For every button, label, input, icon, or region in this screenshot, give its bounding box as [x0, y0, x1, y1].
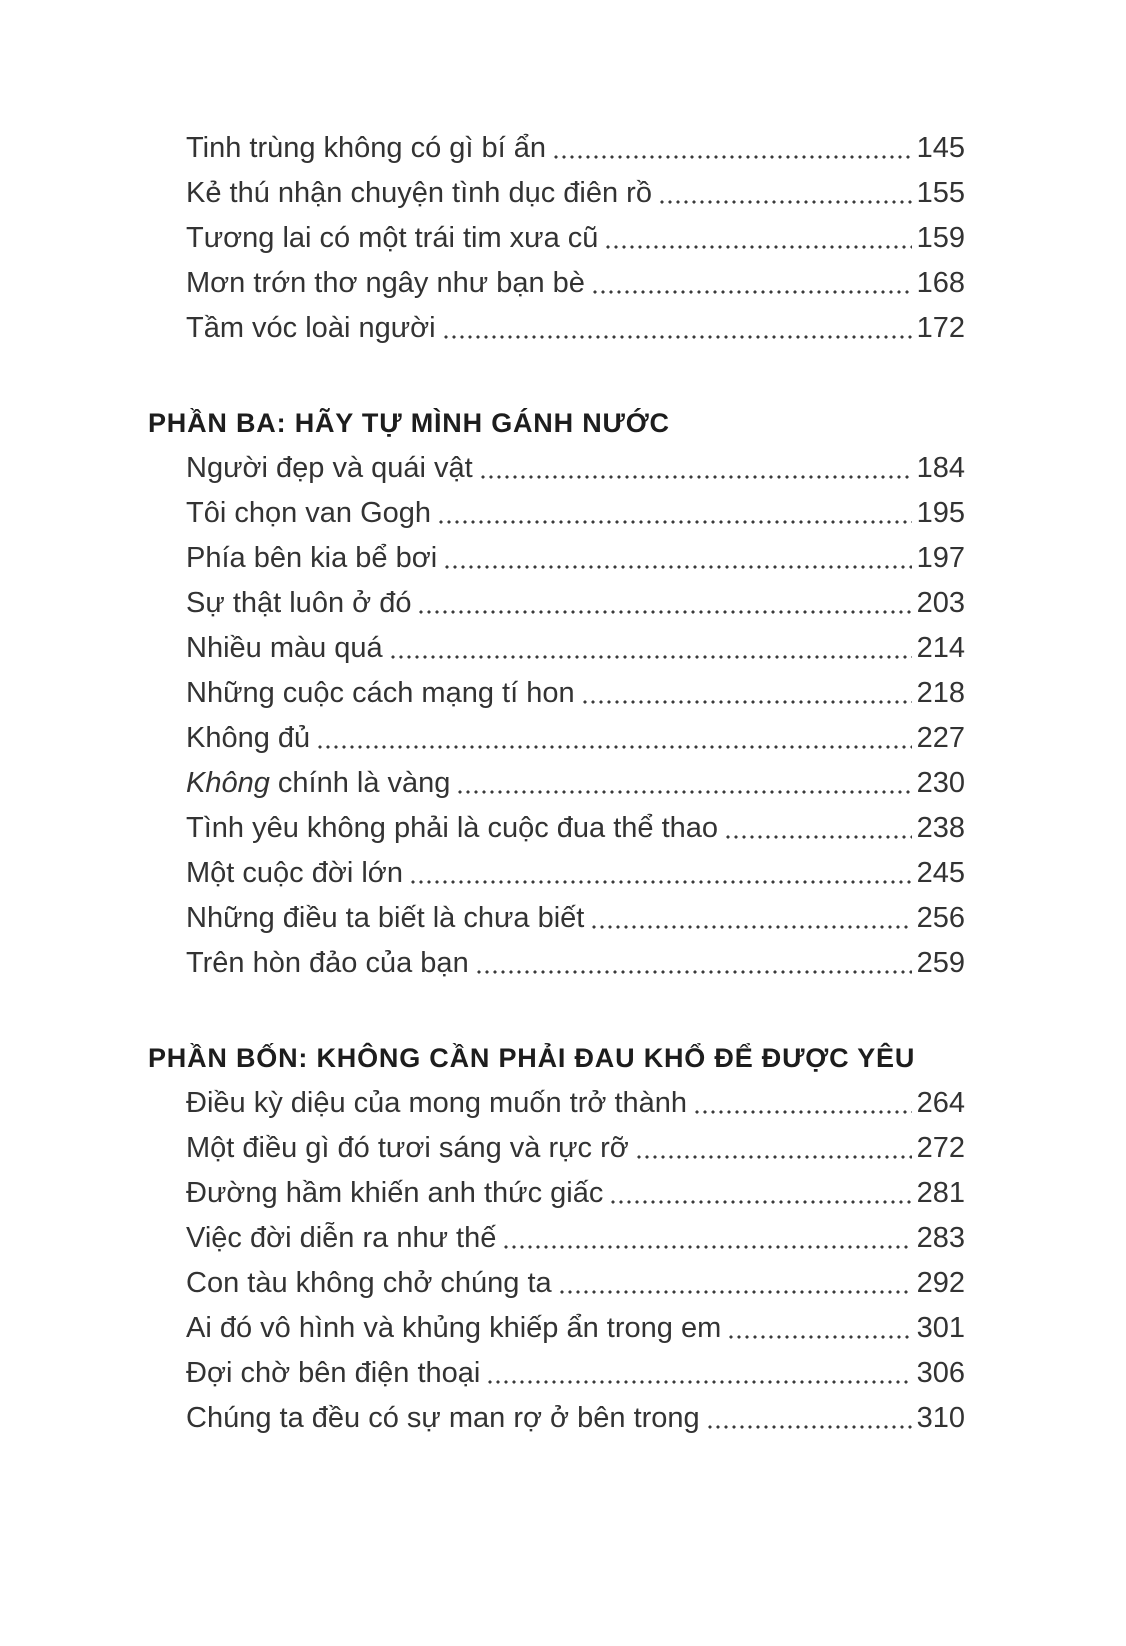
- toc-entry-title: [186, 306, 436, 351]
- toc-entry-title: [186, 806, 718, 851]
- toc-entry: [186, 671, 965, 716]
- dot-leader: [481, 475, 912, 479]
- toc-entry: [186, 761, 965, 806]
- toc-entry: [186, 626, 965, 671]
- toc-entry-page-number: 168: [916, 267, 965, 299]
- dot-leader: [637, 1155, 912, 1159]
- toc-entry-title-text: Chúng ta đều có sự man rợ ở bên trong: [186, 1402, 700, 1434]
- section-entries: [148, 1081, 965, 1441]
- section-header: PHẦN BA: HÃY TỰ MÌNH GÁNH NƯỚC: [148, 407, 670, 438]
- dot-leader: [708, 1425, 912, 1429]
- toc-entry-title: [186, 1261, 552, 1306]
- toc-entry-title: [186, 1171, 603, 1216]
- toc-entry-title-text: Đợi chờ bên điện thoại: [186, 1357, 481, 1389]
- toc-entry-page-number: 184: [916, 452, 965, 484]
- dot-leader: [439, 520, 912, 524]
- toc-entry-page-number: 218: [916, 677, 965, 709]
- toc-entry-title: [186, 536, 437, 581]
- toc-entry-title-text: Mơn trớn thơ ngây như bạn bè: [186, 267, 585, 299]
- toc-entry-page-number: 292: [916, 1267, 965, 1299]
- toc-entry-page-number: 238: [916, 812, 965, 844]
- toc-entry-title: [186, 851, 403, 896]
- toc-entry: [186, 581, 965, 626]
- toc-entry-title-text: Sự thật luôn ở đó: [186, 587, 412, 619]
- toc-entry-page-number: 214: [916, 632, 965, 664]
- dot-leader: [729, 1335, 911, 1339]
- table-of-contents: [148, 126, 965, 1441]
- toc-entry-title: [186, 941, 469, 986]
- dot-leader: [445, 565, 911, 569]
- section-entries: [148, 126, 965, 351]
- toc-entry-page-number: 272: [916, 1132, 965, 1164]
- toc-entry-title-text: Nhiều màu quá: [186, 632, 383, 664]
- toc-entry-title-text: Phía bên kia bể bơi: [186, 542, 438, 574]
- toc-entry-title-text: Những cuộc cách mạng tí hon: [186, 677, 575, 709]
- toc-entry: [186, 1306, 965, 1351]
- toc-entry: [186, 1216, 965, 1261]
- toc-entry-page-number: 310: [916, 1402, 965, 1434]
- toc-entry-title: [186, 1081, 687, 1126]
- toc-entry: [186, 171, 965, 216]
- toc-entry-title-text: Ai đó vô hình và khủng khiếp ẩn trong em: [186, 1312, 722, 1344]
- toc-entry: [186, 261, 965, 306]
- toc-entry-title-text: Tầm vóc loài người: [186, 312, 436, 344]
- toc-entry-title: [186, 581, 411, 626]
- toc-entry-title-text: Kẻ thú nhận chuyện tình dục điên rồ: [186, 177, 652, 209]
- toc-entry: [186, 941, 965, 986]
- toc-entry-page-number: 227: [916, 722, 965, 754]
- toc-entry: [186, 306, 965, 351]
- toc-entry: [186, 851, 965, 896]
- toc-entry-page-number: 259: [916, 947, 965, 979]
- toc-entry-title: [186, 1126, 629, 1171]
- toc-entry: [186, 1396, 965, 1441]
- section-entries: [148, 446, 965, 986]
- toc-entry-title-text: chính là vàng: [269, 767, 451, 799]
- toc-entry-title-text: Trên hòn đảo của bạn: [186, 947, 469, 979]
- toc-entry-title: [186, 1216, 496, 1261]
- toc-entry-title: [186, 1351, 480, 1396]
- toc-entry-page-number: 155: [916, 177, 965, 209]
- toc-entry-title-text: Tương lai có một trái tim xưa cũ: [186, 222, 599, 254]
- dot-leader: [606, 245, 911, 249]
- dot-leader: [611, 1200, 911, 1204]
- toc-entry: [186, 216, 965, 261]
- section-header: PHẦN BỐN: KHÔNG CẦN PHẢI ĐAU KHỔ ĐỂ ĐƯỢC YÊU: [148, 1042, 916, 1073]
- toc-entry-page-number: 197: [916, 542, 965, 574]
- dot-leader: [411, 880, 912, 884]
- toc-entry-title: [186, 1396, 700, 1441]
- toc-entry-title: [186, 446, 473, 491]
- dot-leader: [560, 1290, 912, 1294]
- dot-leader: [554, 155, 912, 159]
- toc-entry-title-text: Không đủ: [186, 722, 311, 754]
- toc-entry-title-text: Con tàu không chở chúng ta: [186, 1267, 552, 1299]
- dot-leader: [695, 1110, 912, 1114]
- toc-entry-page-number: 283: [916, 1222, 965, 1254]
- toc-entry-page-number: 159: [916, 222, 965, 254]
- toc-entry: [186, 806, 965, 851]
- toc-entry: [186, 716, 965, 761]
- toc-entry-title-text: Một cuộc đời lớn: [186, 857, 403, 889]
- toc-entry-page-number: 195: [916, 497, 965, 529]
- dot-leader: [458, 790, 911, 794]
- dot-leader: [477, 970, 912, 974]
- dot-leader: [593, 290, 912, 294]
- toc-entry: [186, 491, 965, 536]
- toc-entry: [186, 1351, 965, 1396]
- toc-entry-page-number: 245: [916, 857, 965, 889]
- toc-entry-title: [186, 1306, 721, 1351]
- toc-section: [148, 400, 965, 986]
- toc-entry: [186, 446, 965, 491]
- toc-entry: [186, 126, 965, 171]
- dot-leader: [488, 1380, 911, 1384]
- toc-section: [148, 1035, 965, 1441]
- toc-entry-title: [186, 626, 383, 671]
- toc-entry-page-number: 230: [916, 767, 965, 799]
- toc-entry-page-number: 306: [916, 1357, 965, 1389]
- toc-entry: [186, 1081, 965, 1126]
- toc-entry: [186, 1126, 965, 1171]
- toc-entry-title: [186, 216, 598, 261]
- toc-entry-title-text: Tôi chọn van Gogh: [186, 497, 432, 529]
- toc-entry-title-text: Điều kỳ diệu của mong muốn trở thành: [186, 1087, 688, 1119]
- toc-entry-title: [186, 761, 450, 806]
- toc-entry-page-number: 172: [916, 312, 965, 344]
- toc-entry-title: [186, 716, 310, 761]
- dot-leader: [504, 1245, 911, 1249]
- toc-entry-title-italic: Không: [186, 767, 270, 799]
- toc-entry-title: [186, 261, 585, 306]
- toc-entry-title-text: Tinh trùng không có gì bí ẩn: [186, 132, 547, 164]
- toc-entry: [186, 536, 965, 581]
- toc-entry: [186, 896, 965, 941]
- dot-leader: [419, 610, 911, 614]
- toc-entry-page-number: 256: [916, 902, 965, 934]
- toc-entry: [186, 1261, 965, 1306]
- toc-entry-page-number: 264: [916, 1087, 965, 1119]
- toc-entry-page-number: 145: [916, 132, 965, 164]
- toc-entry-page-number: 301: [916, 1312, 965, 1344]
- toc-entry-title-text: Những điều ta biết là chưa biết: [186, 902, 585, 934]
- toc-entry-title: [186, 671, 575, 716]
- toc-entry-title-text: Việc đời diễn ra như thế: [186, 1222, 497, 1254]
- toc-entry-page-number: 203: [916, 587, 965, 619]
- toc-section: [148, 126, 965, 351]
- dot-leader: [592, 925, 911, 929]
- toc-entry-title-text: Tình yêu không phải là cuộc đua thể thao: [186, 812, 719, 844]
- toc-entry-title: [186, 896, 584, 941]
- toc-entry: [186, 1171, 965, 1216]
- dot-leader: [583, 700, 912, 704]
- toc-entry-title-text: Một điều gì đó tươi sáng và rực rỡ: [186, 1132, 629, 1164]
- toc-entry-page-number: 281: [916, 1177, 965, 1209]
- dot-leader: [391, 655, 912, 659]
- dot-leader: [444, 335, 912, 339]
- dot-leader: [660, 200, 912, 204]
- toc-entry-title-text: Người đẹp và quái vật: [186, 452, 473, 484]
- dot-leader: [318, 745, 911, 749]
- toc-entry-title: [186, 171, 652, 216]
- toc-entry-title-text: Đường hầm khiến anh thức giấc: [186, 1177, 604, 1209]
- dot-leader: [726, 835, 912, 839]
- toc-entry-title: [186, 491, 431, 536]
- toc-entry-title: [186, 126, 546, 171]
